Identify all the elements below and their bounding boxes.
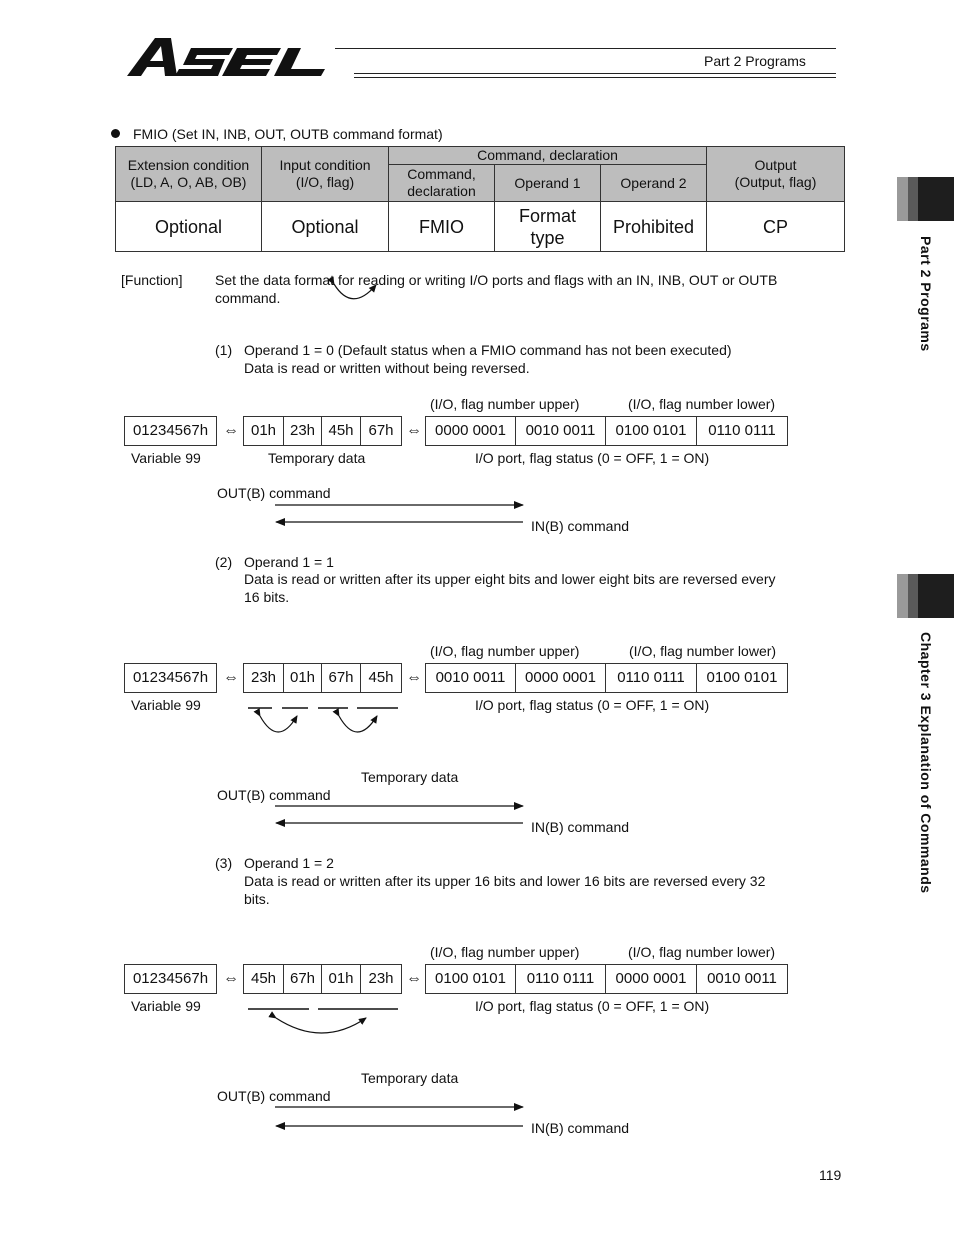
case1-in-command-label: IN(B) command xyxy=(531,518,630,534)
case1-io-word-2: 0010 0011 xyxy=(516,416,606,446)
header-output: Output (Output, flag) xyxy=(707,147,845,202)
case2-lower-label: (I/O, flag number lower) xyxy=(629,643,777,659)
case3-desc1: Data is read or written after its upper 16 bits and lower 16 bits are reversed every 32 xyxy=(244,873,766,889)
case2-out-command-label: OUT(B) command xyxy=(217,787,331,803)
case1-temp-byte-1: 01h xyxy=(243,416,284,446)
case2-exchange-arrow-1: ⇔ xyxy=(223,669,239,686)
value-input-condition: Optional xyxy=(262,202,389,252)
case2-temp-byte-2: 01h xyxy=(284,663,322,693)
case3-swap-curve xyxy=(276,1018,366,1033)
header-operand2: Operand 2 xyxy=(601,165,707,202)
case3-io-status-label: I/O port, flag status (0 = OFF, 1 = ON) xyxy=(475,998,710,1014)
case3-exchange-arrow-2: ⇔ xyxy=(406,970,422,987)
header-command-group: Command, declaration xyxy=(389,147,707,165)
case2-number: (2) xyxy=(215,554,233,570)
case1-io-status-label: I/O port, flag status (0 = OFF, 1 = ON) xyxy=(475,450,710,466)
case1-lower-label: (I/O, flag number lower) xyxy=(628,396,776,412)
case2-temp-label: Temporary data xyxy=(361,769,459,785)
case1-exchange-arrow-2: ⇔ xyxy=(406,422,422,439)
case2-io-word-3: 0110 0111 xyxy=(606,663,697,693)
case1-temp-byte-2: 23h xyxy=(284,416,322,446)
case1-temp-byte-4: 67h xyxy=(361,416,402,446)
case1-temp-label: Temporary data xyxy=(268,450,366,466)
case3-io-word-4: 0010 0011 xyxy=(697,964,788,994)
value-extension-condition: Optional xyxy=(116,202,262,252)
case2-temp-byte-4: 45h xyxy=(361,663,402,693)
page-number: 119 xyxy=(819,1167,842,1183)
case1-temp-byte-3: 45h xyxy=(322,416,361,446)
case1-io-word-4: 0110 0111 xyxy=(697,416,788,446)
case2-in-command-label: IN(B) command xyxy=(531,819,630,835)
case1-variable-value: 01234567h xyxy=(124,416,217,446)
case1-out-command-label: OUT(B) command xyxy=(217,485,331,501)
case1-number: (1) xyxy=(215,342,233,358)
case2-desc1: Data is read or written after its upper eight bits and lower eight bits are reversed every xyxy=(244,571,776,587)
case3-number: (3) xyxy=(215,855,233,871)
case1-io-word-1: 0000 0001 xyxy=(425,416,516,446)
case3-io-word-1: 0100 0101 xyxy=(425,964,516,994)
case1-variable-label: Variable 99 xyxy=(131,450,201,466)
case3-temp-byte-4: 23h xyxy=(361,964,402,994)
case2-exchange-arrow-2: ⇔ xyxy=(406,669,422,686)
case2-io-status-label: I/O port, flag status (0 = OFF, 1 = ON) xyxy=(475,697,710,713)
case3-title: Operand 1 = 2 xyxy=(244,855,334,871)
value-output: CP xyxy=(707,202,845,252)
value-command: FMIO xyxy=(389,202,495,252)
case2-temp-byte-3: 67h xyxy=(322,663,361,693)
side-tab-chapter-label: Chapter 3 Explanation of Commands xyxy=(918,632,934,894)
header-command: Command, declaration xyxy=(389,165,495,202)
side-tab-part-label: Part 2 Programs xyxy=(918,236,934,352)
case2-variable-value: 01234567h xyxy=(124,663,217,693)
case3-temp-byte-3: 01h xyxy=(322,964,361,994)
case3-io-word-2: 0110 0111 xyxy=(516,964,606,994)
case3-variable-value: 01234567h xyxy=(124,964,217,994)
case3-desc2: bits. xyxy=(244,891,270,907)
value-operand2: Prohibited xyxy=(601,202,707,252)
case3-temp-byte-1: 45h xyxy=(243,964,284,994)
case3-io-word-3: 0000 0001 xyxy=(606,964,697,994)
case2-io-word-4: 0100 0101 xyxy=(697,663,788,693)
case3-variable-label: Variable 99 xyxy=(131,998,201,1014)
header-section: Part 2 Programs xyxy=(704,53,806,69)
case3-temp-byte-2: 67h xyxy=(284,964,322,994)
case1-desc: Data is read or written without being reversed. xyxy=(244,360,530,376)
header-input-condition: Input condition (I/O, flag) xyxy=(262,147,389,202)
case1-io-word-3: 0100 0101 xyxy=(606,416,697,446)
case2-swap-curve-1 xyxy=(260,716,297,732)
case1-title: Operand 1 = 0 (Default status when a FMIO command has not been executed) xyxy=(244,342,732,358)
function-label: [Function] xyxy=(121,272,183,288)
value-operand1: Format type xyxy=(495,202,601,252)
case3-exchange-arrow-1: ⇔ xyxy=(223,970,239,987)
case2-upper-label: (I/O, flag number upper) xyxy=(430,643,580,659)
case2-io-word-1: 0010 0011 xyxy=(425,663,516,693)
case1-exchange-arrow-1: ⇔ xyxy=(223,422,239,439)
case2-variable-label: Variable 99 xyxy=(131,697,201,713)
case3-upper-label: (I/O, flag number upper) xyxy=(430,944,580,960)
case1-upper-label: (I/O, flag number upper) xyxy=(430,396,580,412)
header-extension-condition: Extension condition (LD, A, O, AB, OB) xyxy=(116,147,262,202)
case3-out-command-label: OUT(B) command xyxy=(217,1088,331,1104)
header-operand1: Operand 1 xyxy=(495,165,601,202)
function-swap-curve xyxy=(334,284,376,299)
function-line1: Set the data format for reading or writing I/O ports and flags with an IN, INB, OUT or OUTB xyxy=(215,272,778,288)
case2-temp-byte-1: 23h xyxy=(243,663,284,693)
case3-temp-label: Temporary data xyxy=(361,1070,459,1086)
case2-title: Operand 1 = 1 xyxy=(244,554,334,570)
case2-io-word-2: 0000 0001 xyxy=(516,663,606,693)
case2-swap-curve-2 xyxy=(339,716,377,732)
section-title: FMIO (Set IN, INB, OUT, OUTB command format) xyxy=(133,126,443,142)
case3-in-command-label: IN(B) command xyxy=(531,1120,630,1136)
case2-desc2: 16 bits. xyxy=(244,589,290,605)
case3-lower-label: (I/O, flag number lower) xyxy=(628,944,776,960)
function-line2: command. xyxy=(215,290,281,306)
